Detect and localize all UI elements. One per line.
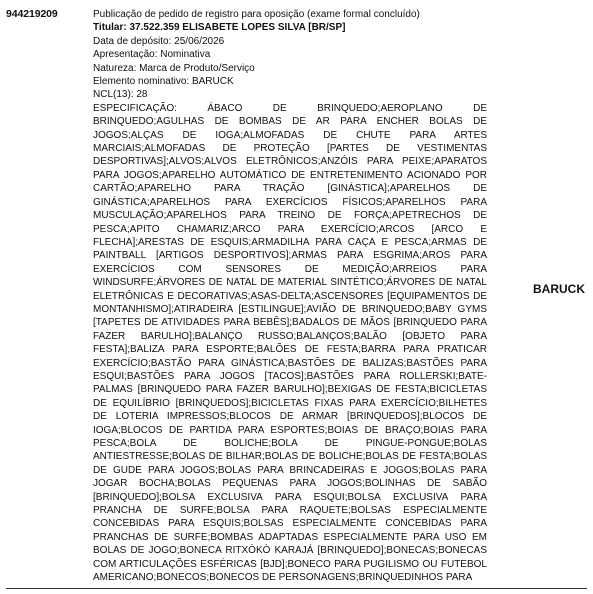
mark-nature: Natureza: Marca de Produto/Serviço (93, 62, 255, 74)
specification-block (93, 102, 487, 585)
specification-label: ESPECIFICAÇÃO: (93, 102, 177, 114)
trademark-record (6, 3, 587, 589)
titular-line: Titular: 37.522.359 ELISABETE LOPES SILVA [BR/SP] (93, 22, 346, 34)
specification-text: ÁBACO DE BRINQUEDO;AEROPLANO DE BRINQUEDO;AGULHAS DE BOMBAS DE AR PARA ENCHER BOLAS DE JOGOS;ALÇAS DE IOGA;ALMOFADAS DE CHUTE PARA ARTES MARCIAIS;ALMOFADAS DE PROTEÇÃO [PARTES DE VESTIMENTAS DESPORTIVAS];ALVOS;ALVOS ELETRÔNICOS;ANZÓIS PARA PEIXE;APARATOS PARA JOGOS;APARELHO AUTOMÁTICO DE ENTRETENIMENTO ACIONADO POR CARTÃO;APARELHO PARA TRAÇÃO [GINÁSTICA];APARELHOS DE GINÁSTICA;APARELHOS PARA EXERCÍCIOS FÍSICOS;APARELHOS PARA MUSCULAÇÃO;APARELHOS PARA TREINO DE FORÇA;APETRECHOS DE PESCA;APITO CHAMARIZ;ARCO PARA EXERCÍCIO;ARCOS [ARCO E FLECHA];ARESTAS DE ESQUIS;ARMADILHA PARA CAÇA E PESCA;ARMAS DE PAINTBALL [ARTIGOS DESPORTIVOS];ARMAS PARA ESGRIMA;AROS PARA EXERCÍCIOS COM SENSORES DE MEDIÇÃO;ARREIOS PARA WINDSURFE;ÁRVORES DE NATAL DE MATERIAL SINTÉTICO;ÁRVORES DE NATAL ELETRÔNICAS E DECORATIVAS;ASAS-DELTA;ASCENSORES [EQUIPAMENTOS DE MONTANHISMO];ATIRADEIRA [ESTILINGUE];AVIÃO DE BRINQUEDO;BABY GYMS [TAPETES DE ATIVIDADES PARA BEBÊS];BADALOS DE MÃOS [BRINQUEDO PARA FAZER BARULHO];BALANÇO RUSSO;BALANÇOS;BALÃO [OBJETO PARA FESTA];BALIZA PARA ESPORTE;BALÕES DE FESTA;BARRA PARA PRATICAR EXERCÍCIO;BASTÃO PARA GINÁSTICA;BASTÕES DE BALIZAS;BASTÕES PARA ESQUI;BASTÕES PARA JOGOS [TACOS];BASTÕES PARA ROLLERSKI;BATE-PALMAS [BRINQUEDO PARA FAZER BARULHO];BEXIGAS DE FESTA;BICICLETAS DE EQUILÍBRIO [BRINQUEDOS];BICICLETAS FIXAS PARA EXERCÍCIO;BILHETES DE LOTERIA IMPRESSOS;BLOCOS DE ARMAR [BRINQUEDOS];BLOCOS DE IOGA;BLOCOS DE PARTIDA PARA ESPORTES;BOIAS DE BRAÇO;BOIAS PARA PESCA;BOLA DE BOLICHE;BOLA DE PINGUE-PONGUE;BOLAS ANTIESTRESSE;BOLAS DE BILHAR;BOLAS DE BOLICHE;BOLAS DE FESTA;BOLAS DE GUDE PARA JOGOS;BOLAS PARA BRINCADEIRAS E JOGOS;BOLAS PARA JOGAR BOCHA;BOLAS PEQUENAS PARA JOGOS;BOLINHAS DE SABÃO [BRINQUEDO];BOLSA EXCLUSIVA PARA ESQUI;BOLSA EXCLUSIVA PARA PRANCHA DE SURFE;BOLSA PARA RAQUETE;BOLSAS ESPECIALMENTE CONCEBIDAS PARA ESQUIS;BOLSAS ESPECIALMENTE CONCEBIDAS PARA PRANCHAS DE SURFE;BOMBAS ADAPTADAS ESPECIALMENTE PARA USO EM BOLAS DE JOGO;BONECA RITXÒKÒ KARAJÁ [BRINQUEDO];BONECAS;BONECAS COM ARTICULAÇÕES ESFÉRICAS [BJD];BONECO PARA PUGILISMO OU FUTEBOL AMERICANO;BONECOS;BONECOS DE PERSONAGENS;BRINQUEDINHOS PARA (93, 102, 487, 584)
dispatch-description: Publicação de pedido de registro para oposição (exame formal concluído) (93, 9, 420, 20)
mark-name: BARUCK (533, 282, 585, 296)
record-details (93, 8, 487, 584)
ncl-class: NCL(13): 28 (93, 89, 148, 101)
filing-date: Data de depósito: 25/06/2026 (93, 35, 225, 47)
process-number[interactable]: 944219209 (6, 8, 58, 20)
nominative-element: Elemento nominativo: BARUCK (93, 76, 234, 88)
presentation-type: Apresentação: Nominativa (93, 49, 211, 61)
